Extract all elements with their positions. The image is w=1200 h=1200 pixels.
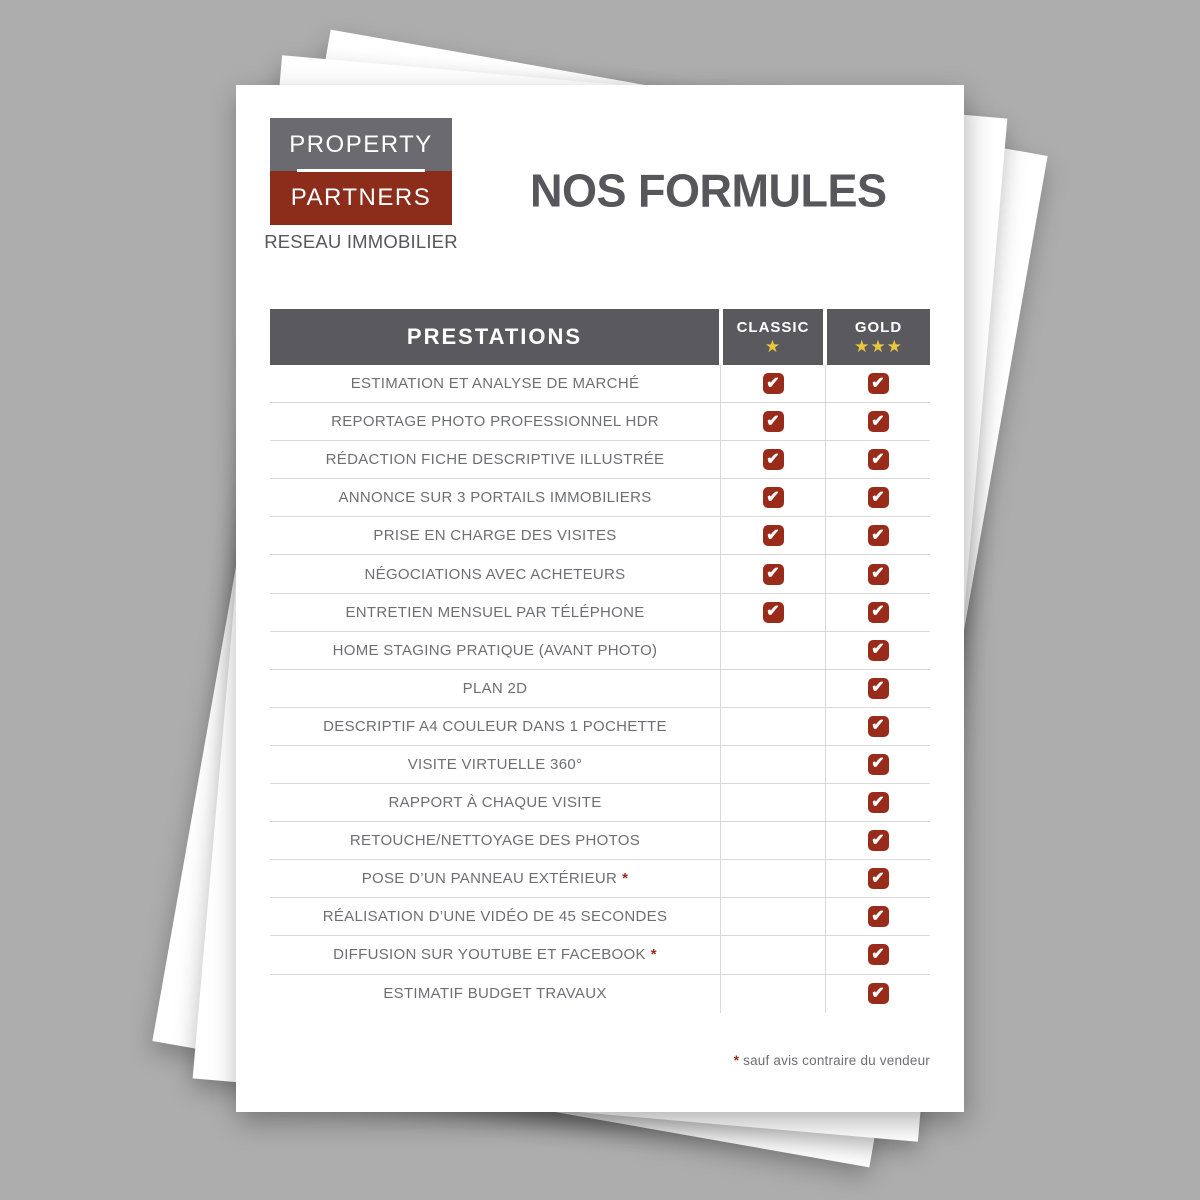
check-icon: ✔ (868, 487, 889, 508)
classic-cell (721, 708, 826, 745)
gold-cell (826, 403, 930, 440)
table-row (270, 517, 930, 555)
check-icon: ✔ (868, 373, 889, 394)
prestation-label (270, 594, 721, 631)
prestation-label (270, 479, 721, 516)
gold-cell (826, 517, 930, 554)
prestation-label (270, 441, 721, 478)
check-icon: ✔ (868, 640, 889, 661)
logo-property-box (270, 118, 452, 171)
table-row (270, 555, 930, 593)
table-row (270, 403, 930, 441)
table-row (270, 441, 930, 479)
gold-cell (826, 898, 930, 935)
classic-cell (721, 860, 826, 897)
prestation-label (270, 898, 721, 935)
check-icon: ✔ (763, 373, 784, 394)
classic-cell (721, 822, 826, 859)
check-icon: ✔ (868, 906, 889, 927)
table-row (270, 975, 930, 1013)
prestation-text: POSE D’UN PANNEAU EXTÉRIEUR (361, 870, 618, 888)
check-icon: ✔ (868, 716, 889, 737)
note-asterisk: * (622, 870, 629, 888)
classic-stars-icon: ★ (764, 336, 782, 356)
check-icon: ✔ (868, 830, 889, 851)
table-row (270, 594, 930, 632)
check-icon: ✔ (868, 564, 889, 585)
check-icon: ✔ (763, 564, 784, 585)
classic-cell (721, 479, 826, 516)
gold-cell (826, 860, 930, 897)
gold-stars-icon: ★★★ (854, 336, 903, 356)
prestation-text: ESTIMATION ET ANALYSE DE MARCHÉ (350, 375, 640, 393)
classic-cell (721, 784, 826, 821)
check-icon: ✔ (868, 792, 889, 813)
prestation-text: ENTRETIEN MENSUEL PAR TÉLÉPHONE (345, 603, 645, 621)
brand-logo (270, 118, 452, 225)
prestation-text: DIFFUSION SUR YOUTUBE ET FACEBOOK (333, 946, 646, 964)
prestation-label (270, 403, 721, 440)
classic-cell (721, 594, 826, 631)
check-icon: ✔ (763, 525, 784, 546)
table-row (270, 365, 930, 403)
brand-tagline: RESEAU IMMOBILIER (264, 231, 458, 252)
classic-cell (721, 365, 826, 402)
gold-cell (826, 479, 930, 516)
table-row (270, 479, 930, 517)
prestation-label (270, 517, 721, 554)
prestation-label (270, 784, 721, 821)
logo-line1: PROPERTY (289, 130, 433, 158)
gold-cell (826, 936, 930, 973)
prestation-text: NÉGOCIATIONS AVEC ACHETEURS (364, 565, 626, 583)
classic-cell (721, 403, 826, 440)
note-asterisk: * (650, 946, 657, 964)
prestation-text: PRISE EN CHARGE DES VISITES (373, 527, 617, 545)
classic-cell (721, 517, 826, 554)
prestation-label (270, 670, 721, 707)
table-row (270, 898, 930, 936)
classic-cell (721, 746, 826, 783)
prestation-label (270, 975, 721, 1013)
prestation-text: REPORTAGE PHOTO PROFESSIONNEL HDR (331, 413, 659, 431)
gold-label: GOLD (854, 319, 903, 337)
gold-cell (826, 822, 930, 859)
gold-cell (826, 784, 930, 821)
prestation-label (270, 936, 721, 973)
prestation-text: VISITE VIRTUELLE 360° (407, 755, 583, 773)
prestation-label (270, 860, 721, 897)
gold-cell (826, 594, 930, 631)
prestation-text: ANNONCE SUR 3 PORTAILS IMMOBILIERS (338, 489, 652, 507)
table-row (270, 708, 930, 746)
check-icon: ✔ (763, 487, 784, 508)
footnote (734, 1053, 930, 1068)
classic-cell (721, 670, 826, 707)
check-icon: ✔ (868, 525, 889, 546)
prestation-label (270, 555, 721, 592)
column-header-classic (723, 309, 823, 365)
column-header-prestations: PRESTATIONS (270, 309, 719, 365)
prestation-label (270, 708, 721, 745)
check-icon: ✔ (868, 754, 889, 775)
table-header (270, 309, 930, 365)
prestation-text: DESCRIPTIF A4 COULEUR DANS 1 POCHETTE (323, 717, 667, 735)
prestation-text: ESTIMATIF BUDGET TRAVAUX (383, 985, 607, 1003)
prestation-text: RAPPORT À CHAQUE VISITE (388, 794, 602, 812)
check-icon: ✔ (868, 678, 889, 699)
gold-cell (826, 746, 930, 783)
gold-cell (826, 708, 930, 745)
prestation-label (270, 632, 721, 669)
gold-cell (826, 555, 930, 592)
classic-cell (721, 555, 826, 592)
prestation-text: RETOUCHE/NETTOYAGE DES PHOTOS (349, 832, 641, 850)
table-row (270, 860, 930, 898)
prestation-text: HOME STAGING PRATIQUE (AVANT PHOTO) (332, 641, 658, 659)
logo-partners-box (270, 171, 452, 225)
table-row (270, 936, 930, 974)
gold-cell (826, 365, 930, 402)
gold-cell (826, 975, 930, 1013)
column-header-gold (827, 309, 930, 365)
footnote-text: sauf avis contraire du vendeur (743, 1053, 930, 1068)
table-body (270, 365, 930, 1013)
check-icon: ✔ (868, 868, 889, 889)
flyer-page (236, 85, 964, 1112)
prestation-label (270, 746, 721, 783)
prestation-text: RÉDACTION FICHE DESCRIPTIVE ILLUSTRÉE (325, 451, 665, 469)
check-icon: ✔ (868, 449, 889, 470)
gold-cell (826, 632, 930, 669)
table-row (270, 632, 930, 670)
logo-divider (297, 169, 425, 172)
logo-line2: PARTNERS (290, 184, 432, 211)
table-row (270, 822, 930, 860)
gold-cell (826, 441, 930, 478)
classic-cell (721, 632, 826, 669)
table-row (270, 746, 930, 784)
check-icon: ✔ (868, 602, 889, 623)
check-icon: ✔ (763, 411, 784, 432)
page-title: NOS FORMULES (530, 164, 887, 217)
formulas-table (270, 309, 930, 1013)
table-row (270, 670, 930, 708)
classic-label: CLASSIC (736, 319, 810, 337)
prestation-text: RÉALISATION D’UNE VIDÉO DE 45 SECONDES (322, 908, 668, 926)
classic-cell (721, 975, 826, 1013)
check-icon: ✔ (868, 411, 889, 432)
prestation-text: PLAN 2D (462, 679, 528, 697)
check-icon: ✔ (868, 944, 889, 965)
classic-cell (721, 936, 826, 973)
classic-cell (721, 898, 826, 935)
check-icon: ✔ (868, 983, 889, 1004)
table-row (270, 784, 930, 822)
footnote-asterisk: * (733, 1053, 740, 1068)
prestation-label (270, 822, 721, 859)
prestation-label (270, 365, 721, 402)
classic-cell (721, 441, 826, 478)
gold-cell (826, 670, 930, 707)
check-icon: ✔ (763, 449, 784, 470)
check-icon: ✔ (763, 602, 784, 623)
